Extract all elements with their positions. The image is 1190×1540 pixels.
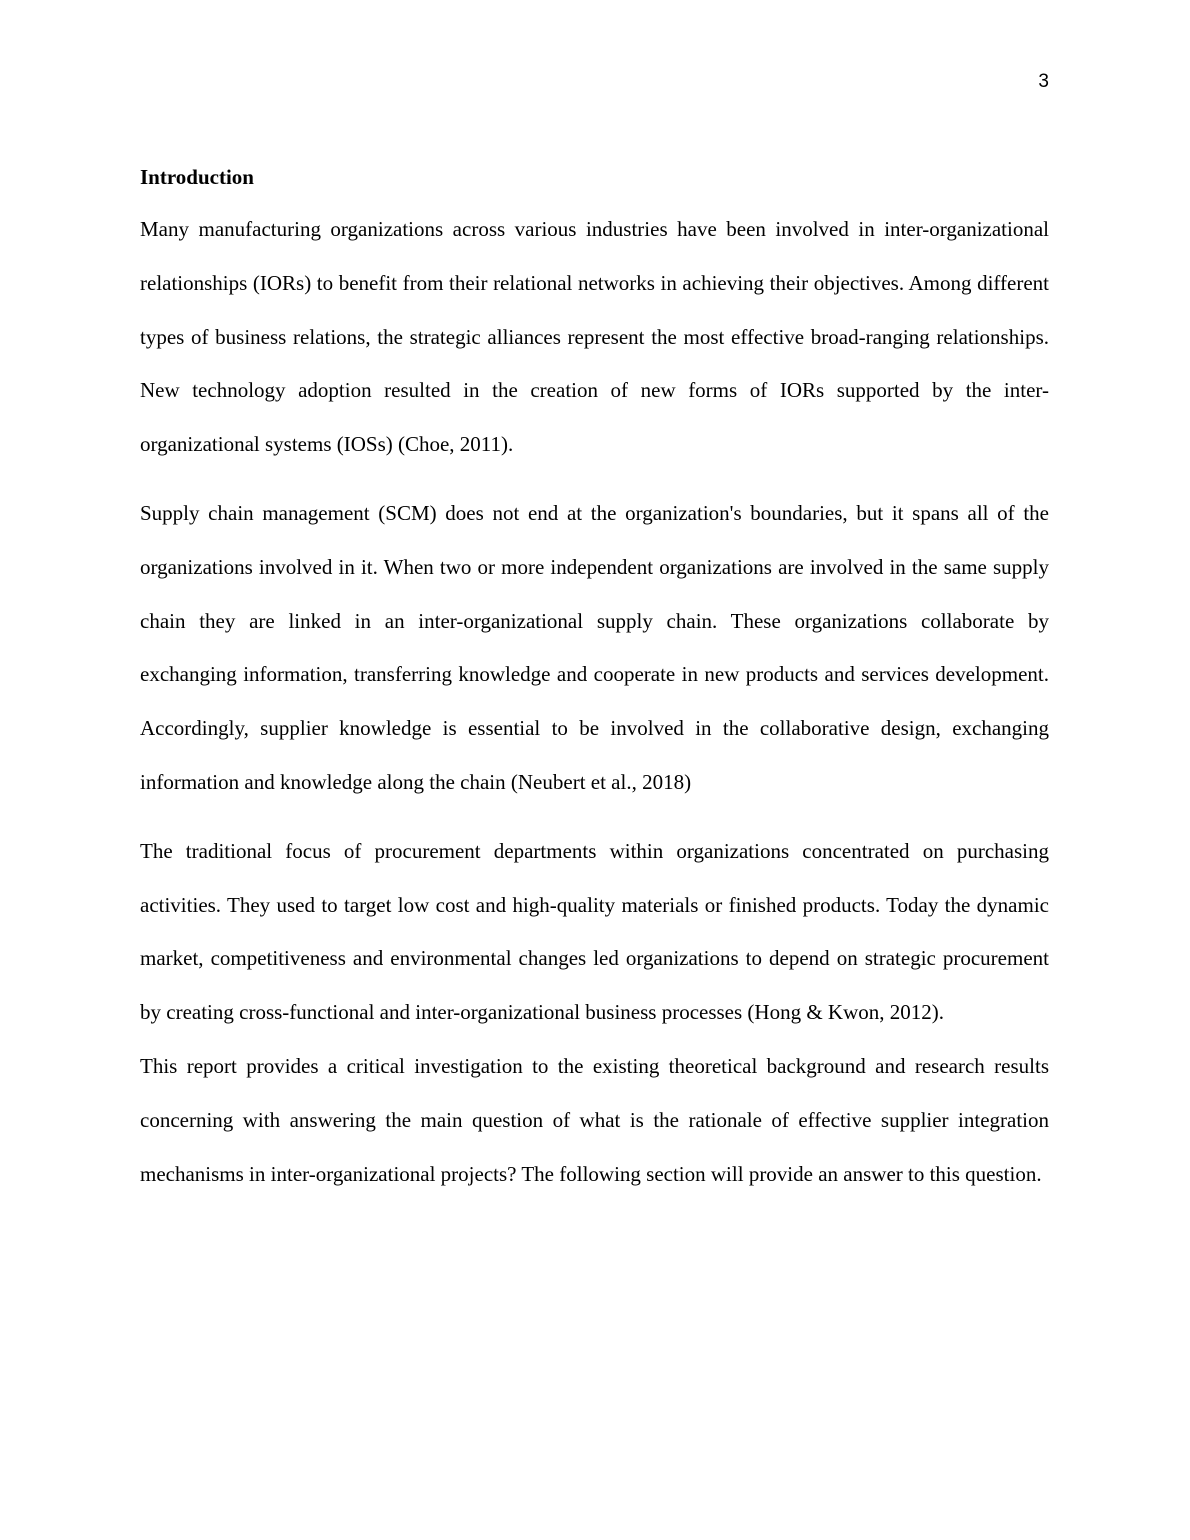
paragraph-1: Many manufacturing organizations across various industries have been involved in inter-organizational relationships (IORs) to benefit from their relational networks in achieving their objectives. Among different types of business relations, the strategic alliances represent the most effective broad-ranging relationships. New technology adoption resulted in the creation of new forms of IORs supported by the inter-organizational systems (IOSs) (Choe, 2011). [140, 217, 1049, 457]
page-number: 3 [1038, 71, 1049, 92]
paragraph-2: Supply chain management (SCM) does not end at the organization's boundaries, but it spans all of the organizations involved in it. When two or more independent organizations are involved in the same supply chain they are linked in an inter-organizational supply chain. These organizations collaborate by exchanging information, transferring knowledge and cooperate in new products and services development. Accordingly, supplier knowledge is essential to be involved in the collaborative design, exchanging information and knowledge along the chain (Neubert et al., 2018) [140, 500, 1049, 794]
document-body [140, 163, 1049, 1216]
paragraph-3: The traditional focus of procurement departments within organizations concentrated on purchasing activities. They used to target low cost and high-quality materials or finished products. Today the dynamic market, competitiveness and environmental changes led organizations to depend on strategic procurement by creating cross-functional and inter-organizational business processes (Hong & Kwon, 2012). [140, 838, 1049, 1025]
paragraph-4: This report provides a critical investigation to the existing theoretical background and research results concerning with answering the main question of what is the rationale of effective supplier integration mechanisms in inter-organizational projects? The following section will provide an answer to this question. [140, 1053, 1049, 1186]
section-heading-introduction: Introduction [140, 165, 254, 189]
